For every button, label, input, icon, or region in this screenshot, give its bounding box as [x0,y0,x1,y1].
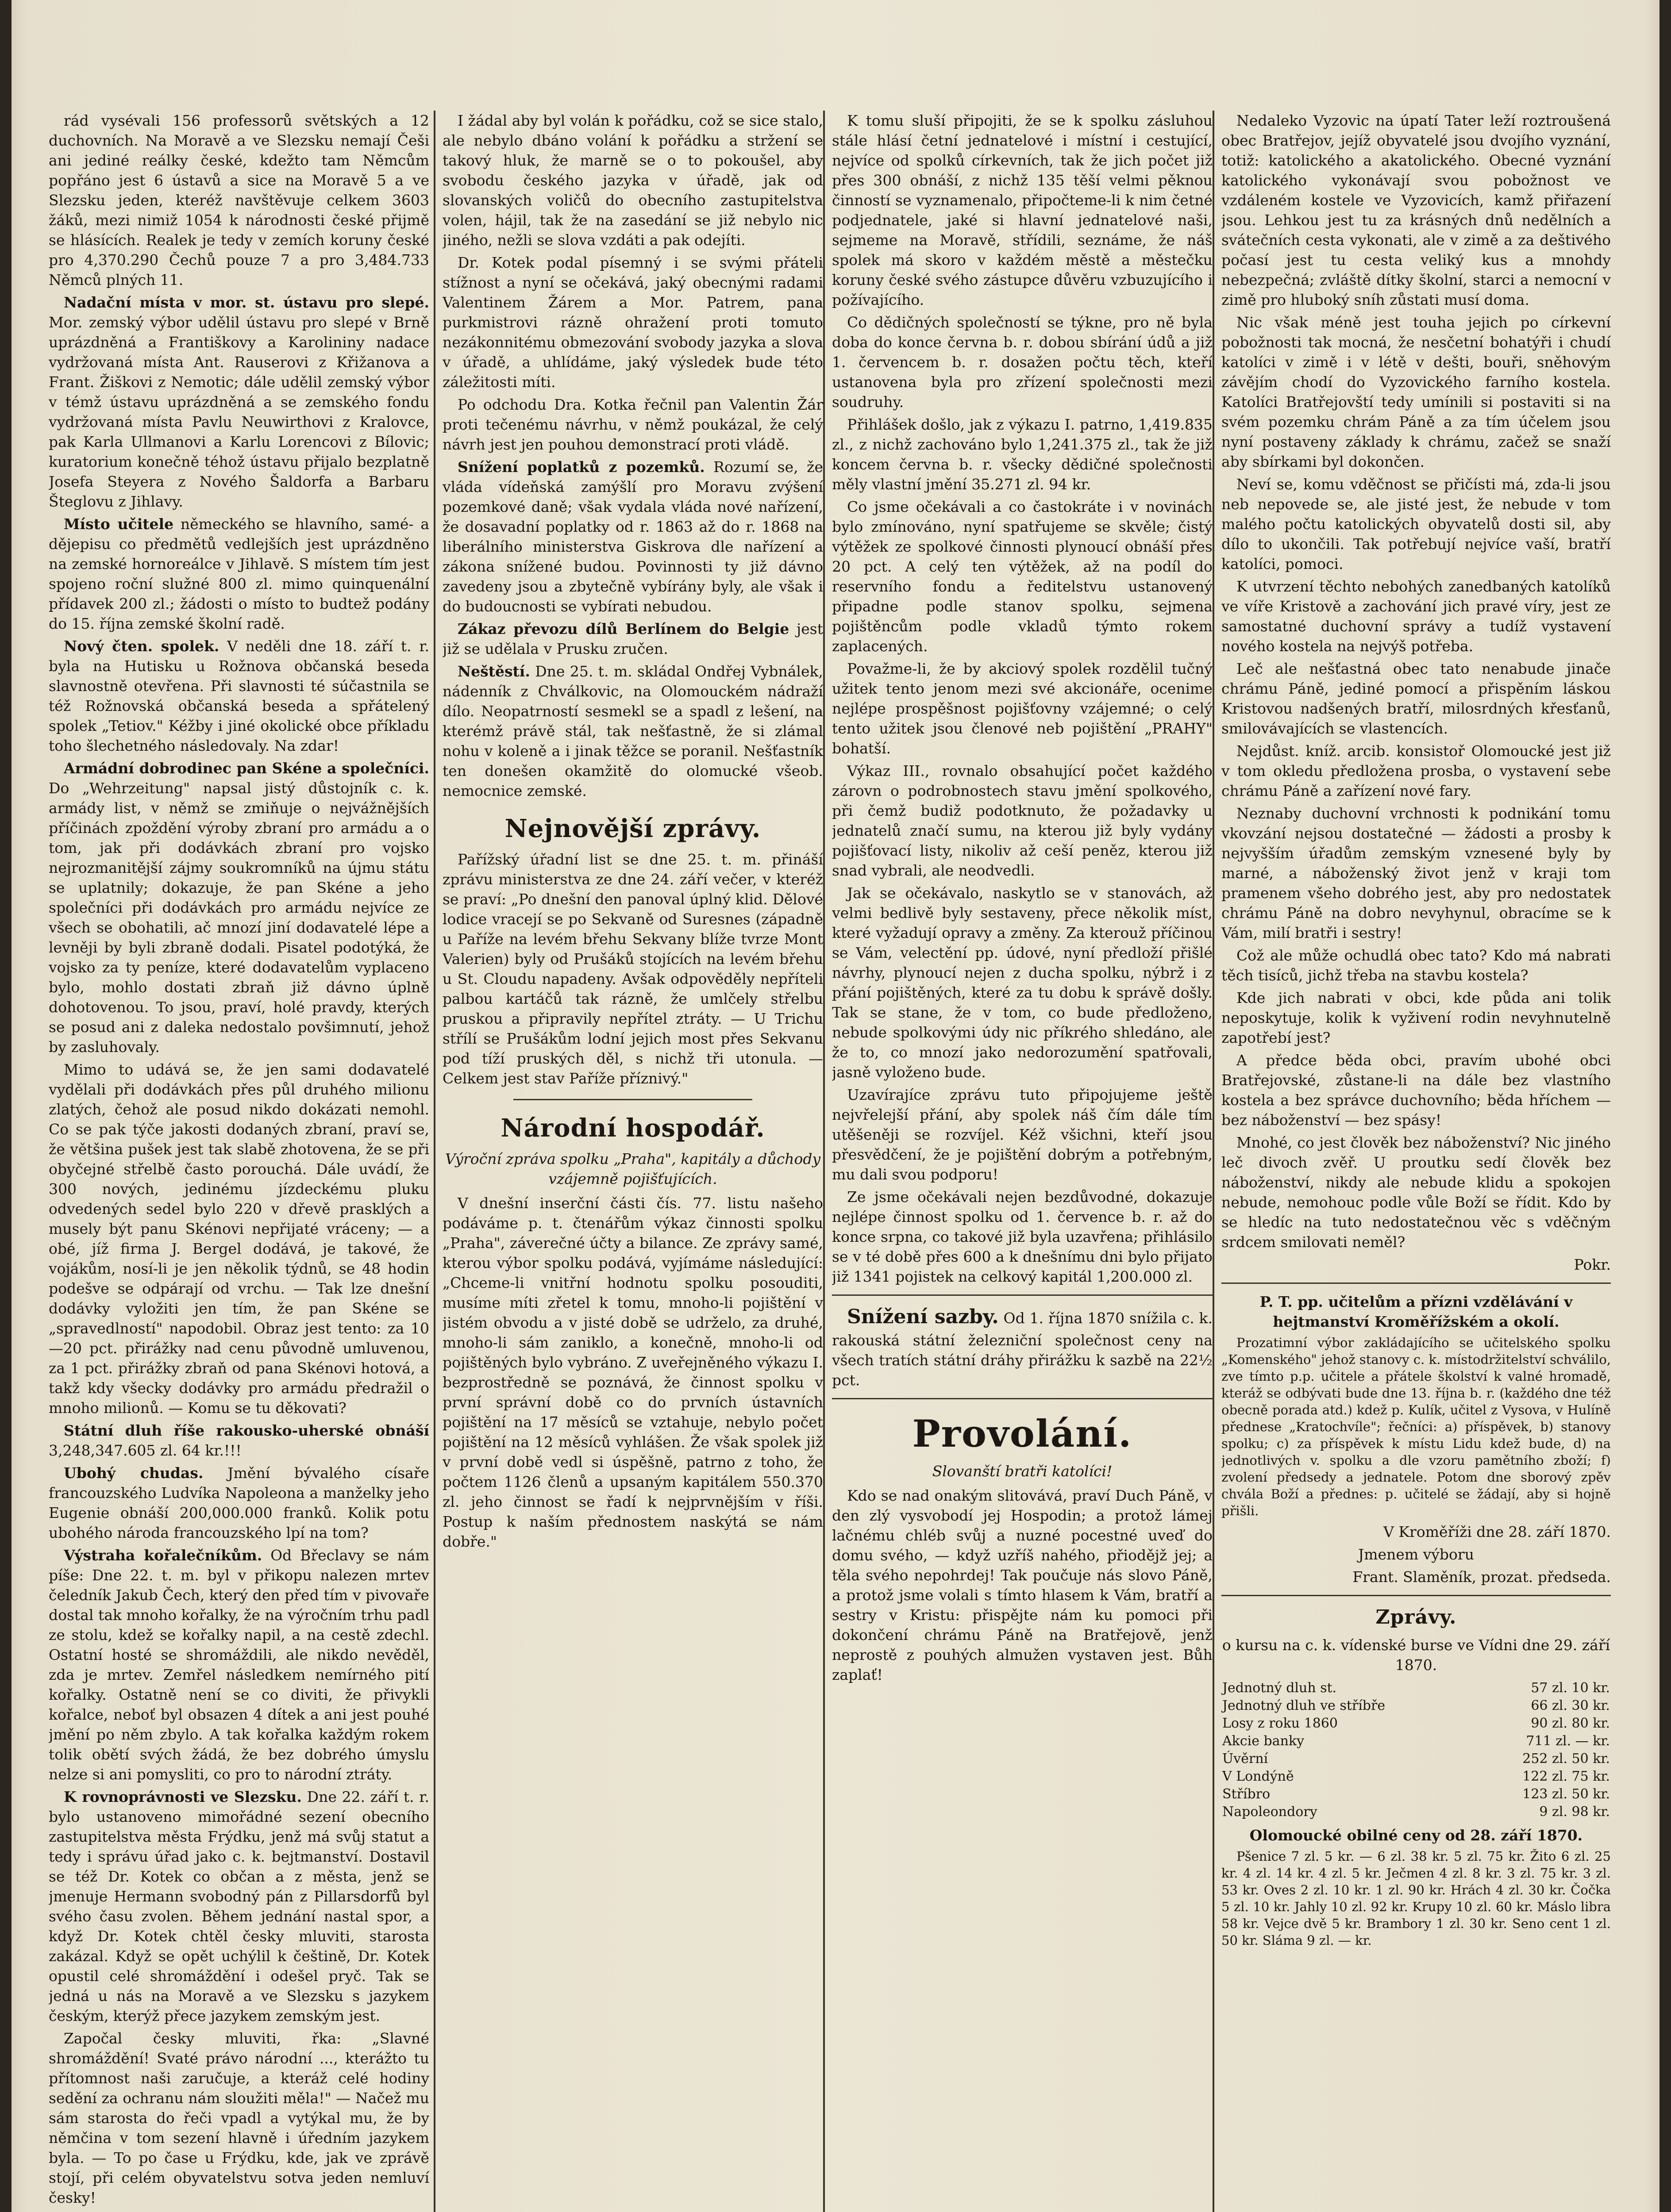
chair-line: Frant. Slaměník, prozat. předseda. [1352,1568,1611,1586]
item-text: Po odchodu Dra. Kotka řečnil pan Valentin Žár proti tečenému návrhu, v němž poukázal, že celý návrh jest jen pouhou demonstrací proti vládě. [443,396,823,453]
item-text: německého se hlavního, samé- a dějepisu co předmětů vedlejších jest uprázdněno na zemské hornoreálce v Jihlavě. S místem tím jest spojeno roční služné 800 zl. mimo quinquenální přídavek 200 zl.; žádosti o místo to budtež podány do 15. října zemské školní radě. [49,515,429,632]
divider [832,1294,1213,1296]
article-paragraph: rád vysévali 156 professorů světských a 12 duchovních. Na Moravě a ve Slezsku nemají Češi ani jediné reálky české, kdežto tam Němcům popřáno jest 6 ústavů a sice na Moravě 5 a ve Slezsku jeden, kteréž navštěvuje celkem 3603 žáků, mezi nimiž 1054 k národnosti české přijmě se hlásících. Realek je tedy v zemích koruny české pro 4,370.290 Čechů pouze 7 a pro 3,484.733 Němců plných 11. [49,112,429,288]
section-subtitle: Výroční zpráva spolku „Praha", kapitály a důchody vzájemně pojišťujících. [445,1150,821,1187]
rate-label: Stříbro [1222,1786,1271,1802]
article-paragraph: K utvrzení těchto nebohých zanedbaných katolíků ve víře Kristově a zachování jich pravé víry, jest ze samostatné duchovní správy a tudíž vystavení nového kostela na nejvýš potřeba. [1221,578,1611,655]
item-text: Do „Wehrzeitung" napsal jistý důstojník c. k. armády list, v němž se zmiňuje o nejvážnějších příčinách zpoždění výroby zbraní pro armádu a o tom, jak při dodávkách zbraní pro vojsko nejrozmanitější zájmy soukromníků na újmu státu se uplatnily; dokazuje, že pan Skéne a jeho společníci při dodávkách pro armádu nejvíce ze všech se obohatili, ač mnozí jiní dodavatelé lépe a levněji by byli zbraně dodali. Pisatel podotýká, že vojsko za ty peníze, které dodavatelům vyplaceno bylo, mohlo dostati zbraň již dávno úplně dohotovenou. To jsou, praví, holé pravdy, kterých se posud ani z daleka nedostalo povšimnutí, jehož by zasluhovaly. [49,780,429,1056]
rate-label: V Londýně [1222,1769,1294,1784]
news-item [443,111,823,250]
item-text: I žádal aby byl volán k pořádku, což se sice stalo, ale nebylo dbáno volání k pořádku a stržení se takový hluk, že marně se o to pokoušel, aby svobodu českého jazyka v úřadě, jak od slovanských voličů do obecního zastupitelstva volen, hájil, tak že na zasedání se již nebylo nic jiného, nežli se slova vzdáti a pak odejíti. [443,112,823,249]
column-4 [1221,111,1611,2212]
item-heading: Místo učitele [64,515,174,533]
column-1 [49,111,429,2212]
news-item [49,292,429,511]
item-heading: Armádní dobrodinec pan Skéne a společníci. [64,760,429,777]
notice [832,1304,1213,1390]
notice-text: Od 1. října 1870 snížila c. k. rakouská státní železniční společnost ceny na všech tratích státní dráhy přirážku k sazbě na 22½ pct. [832,1310,1213,1389]
rate-label: Losy z roku 1860 [1222,1716,1338,1731]
item-heading: Snížení poplatků z pozemků. [458,458,705,476]
article-paragraph: K tomu sluší připojiti, že se k spolku zásluhou stále hlásí četní jednatelové i místní i cestující, nejvíce od spolků církevních, tak že jich počet již přes 300 obnáší, z nichž 135 těší velmi pěknou činností se vyznamenalo, připočteme-li k nim četné podjednatele, jaké si hlavní jednatelové naši, sejmeme na Moravě, střídili, seznáme, že náš spolek má skoro v každém městě a městečku koruny české svého zástupce důvěru vzbuzujícího i požívajícího. [832,112,1213,308]
article-paragraph: Jak se očekávalo, naskytlo se v stanovách, až velmi bedlivě byly sestaveny, přece několik míst, které vyžadují opravy a změny. Za kterouž příčinou se Vám, velectění pp. údové, nyní předloží přišlé návrhy, plynoucí nejen z ducha spolku, nýbrž i z přání pojištěných, které za tu dobu k správě došly. Tak se stane, že v tom, co bude předloženo, nebude spolkovými údy nic příkrého shledáno, ale že to, co mnozí jako nedorozumění spatřovali, jasně vyloženo bude. [832,884,1213,1081]
market-prices: Pšenice 7 zl. 5 kr. — 6 zl. 38 kr. 5 zl. 75 kr. Žito 6 zl. 25 kr. 4 zl. 14 kr. 4 zl. 5 kr. Ječmen 4 zl. 8 kr. 3 zl. 75 kr. 3 zl. 53 kr. Oves 2 zl. 10 kr. 1 zl. 90 kr. Hrách 4 zl. 30 kr. Čočka 5 zl. 10 kr. Jahly 10 zl. 92 kr. Krupy 10 zl. 60 kr. Máslo libra 58 kr. Vejce dvě 5 kr. Brambory 1 zl. 30 kr. Seno cent 1 zl. 50 kr. Sláma 9 zl. — kr. [1221,1849,1611,1948]
column-rule [434,111,435,2212]
news-item [49,1060,429,1418]
item-heading: Nadační místa v mor. st. ústavu pro slepé. [64,294,429,311]
market-heading [1221,1825,1611,1845]
article-paragraph: Co jsme očekávali a co častokráte i v novinách bylo zmínováno, nyní spatřujeme se skvěle; čistý výtěžek ze spolkové činnosti plynoucí obnáší přes 20 pct. A celý ten výtěžek, až na podíl do reservního fondu a ředitelstvu ustanovený připadne podle stanov spolku, sejmena pojištěncům podle vkladů týmto rokem zaplacených. [832,498,1213,655]
rate-row [1221,1697,1611,1715]
news-item [49,758,429,1057]
section-heading-economy: Národní hospodář. [501,1114,765,1143]
divider [1221,1283,1611,1284]
rate-value: 57 zl. 10 kr. [1531,1680,1610,1696]
news-item [49,1463,429,1543]
article-paragraph: Nedaleko Vyzovic na úpatí Tater leží roztroušená obec Bratřejov, jejíž obyvatelé jsou dvojího vyznání, totiž: katolického a akatolického. Obecné vyznání katolického vykonávají svou pobožnost ve vzdáleném kostele ve Vyzovicích, kamž přiřazení jsou. Lehkou jest tu za krásných dnů nedělních a svátečních cesta vykonati, ale v zimě a za deštivého počasí jest tu cesta veliký kus a mnohdy nebezpečná; zvláště dítky školní, starci a nemocní v zimě pro hluboký sníh zůstati musí doma. [1221,112,1611,308]
item-heading: Nový čten. spolek. [64,637,219,655]
article-paragraph: Pařížský úřadní list se dne 25. t. m. přináší zprávu ministerstva ze dne 24. září večer, v kteréž se praví: „Po dnešní den panoval úplný klid. Dělové lodice vracejí se po Sekvaně od Suresnes (západně u Paříže na levém břehu Sekvany blíže tvrze Mont Valerien) byly od Prušáků stojících na levém břehu u St. Cloudu napadeny. Avšak odpověděly nepříteli palbou kartáčů tak rázně, že umlčely střelbu pruskou a připravily nepřítel ztráty. — U Trichu střílí se Prušákům lodní jejich most přes Sekvanu pod tíží pruských děl, s nichž tři utonula. — Celkem jest stav Paříže příznivý." [443,851,823,1087]
divider [832,1398,1213,1399]
article-paragraph: Kdo se nad onakým slitovává, praví Duch Páně, v den zlý vysvobodí jej Hospodin; a protož lámej lačnému chléb svůj a nuzné pocestné uveď do domu svého, — když uzříš nahého, přiodějž jej; a těla svého nepohrdej! Tak poučuje nás slovo Páně, a protož jsme volali s tímto hlasem k Vám, bratří a sestry v Kristu: přispějte nám ku pomoci při dokončení chrámu Páně na Bratřejově, jenž neprostě z pouhých almužen vystaven jest. Bůh zaplať! [832,1487,1213,1683]
rate-value: 122 zl. 75 kr. [1522,1769,1610,1784]
news-item [443,253,823,392]
article-paragraph: Což ale může ochudlá obec tato? Kdo má nabrati těch tisíců, jichž třeba na stavbu kostela? [1221,947,1611,984]
item-text: Jmění bývalého císaře francouzského Ludvíka Napoleona a manželky jeho Eugenie obnáší 200,000.000 franků. Kolik potu ubohého národa francouzského lpí na tom? [49,1464,429,1541]
rate-label: Jednotný dluh ve stříbře [1222,1698,1386,1713]
article-paragraph: Mnohé, co jest člověk bez náboženství? Nic jiného leč divoch zvěř. U proutku sedí člověk bez náboženství, nikdy ale nebude klidu a spokojen nebude, nemohouc podle vůle Boží se řídit. Kdo by se hledíc na tuto nedostatečnou věc s vděčným srdcem smilovati neměl? [1221,1134,1611,1251]
item-heading: Výstraha kořalečníkům. [64,1547,262,1564]
section-heading-news: Nejnovější zprávy. [504,814,761,843]
item-text: jest již se udělala v Prusku zručen. [443,620,823,657]
rate-row [1221,1732,1611,1750]
divider [513,1099,752,1100]
article-paragraph: Neznaby duchovní vrchnosti k podnikání tomu vkovzání nejsou dostatečné — žádosti a prosby k nejvyšším úřadům zemským vznesené byly by marné, a náboženský život jenž v kraji tom pramenem všeho dobrého jest, aby pro nedostatek chrámu Páně na dobro nevyhynul, obracíme se k Vám, milí bratři i sestry! [1221,805,1611,941]
rate-row [1221,1750,1611,1768]
rate-value: 123 zl. 50 kr. [1522,1786,1610,1802]
column-3 [832,111,1213,2212]
article-paragraph: Přihlášek došlo, jak z výkazu I. patrno, 1,419.835 zl., z nichž zachováno bylo 1,241.375 zl., tak že již koncem června b. r. všecky dědičné společnosti měly vlastní jmění 35.271 zl. 94 kr. [832,416,1213,493]
item-heading: Neštěstí. [458,663,530,680]
item-text: Dne 25. t. m. skládal Ondřej Vybnálek, nádenník z Chválkovic, na Olomouckém nádraží dílo. Neopatrností sesmekl se a spadl z lešení, na kterémž právě stál, tak nešťastně, že si zlámal nohu v koleně a i jinak těžce se poranil. Nešťastník ten donešen okamžitě do olomucké všeob. nemocnice zemské. [443,663,823,799]
item-text: Započal česky mluviti, řka: „Slavné shromáždění! Svaté právo národní ..., kterážto tu přítomnost naši zaručuje, a kteráž celé hodiny sedění za ochranu nám sloužiti měla!" — Načež mu sám starosta do řeči vpadl a vytýkal mu, že by němčina v tom sezení hlavně i úředním jazykem byla. — To po čase u Frýdku, kde, jak ve zprávě stojí, při celém obyvatelstvu sotva jeden nemluví česky! [49,2030,429,2206]
item-text: Dne 22. září t. r. bylo ustanoveno mimořádné sezení obecního zastupitelstva města Frýdku, jenž má svůj statut a tedy i správu úřad jako c. k. bejtmanství. Dostavil se též Dr. Kotek co občan a z města, jenž se jmenuje Hermann svobodný pán z Pillarsdorfů byl svého času zvolen. Během jednání nastal spor, a když Dr. Kotek chtěl česky mluviti, starosta zakázal. Když se opět uchýlil k češtině, Dr. Kotek opustil celé shromáždění i odešel pryč. Tak se jedná u nás na Moravě a ve Slezsku s jazykem českým, kterýž přece jazykem zemským jest. [49,1788,429,2024]
item-text: Rozumí se, že vláda vídeňská zamýšlí pro Moravu zvýšení pozemkové daně; však vydala vláda nové nařízení, že dosavadní poplatky od r. 1863 až do r. 1868 na liberálního ministerstva Giskrova dle nařízení a zákona snížené budou. Povinnosti ty již dávno zavedeny jsou a zbytečně vybírány byly, ale však i do budoucnosti se vybírati nebudou. [443,458,823,615]
news-item [49,1421,429,1460]
market-title: Olomoucké obilné ceny od 28. září 1870. [1249,1827,1583,1844]
article-paragraph: Ze jsme očekávali nejen bezdůvodné, dokazuje nejlépe činnost spolku od 1. července b. r. až do konce srpna, co takové již byla uzavřena; přihlásilo se v té době přes 600 a k dnešnímu dni bylo přijato již 1341 pojistek na celkový kapitál 1,200.000 zl. [832,1188,1213,1285]
signature: Pokr. [1574,1256,1611,1273]
rate-label: Úvěrní [1222,1751,1268,1767]
news-item [49,636,429,756]
article-paragraph: Považme-li, že by akciový spolek rozdělil tučný užitek tento jenom mezi své akcionáře, ocenime nejlépe prospěšnost pojišťovny vzájemné; o celý tento užitek jsou členové neb pojištění „PRAHY" bohatší. [832,660,1213,757]
rate-label: Jednotný dluh st. [1222,1680,1337,1696]
rate-row [1221,1768,1611,1786]
news-item [49,1787,429,2026]
rate-value: 90 zl. 80 kr. [1531,1716,1610,1731]
article-paragraph: Výkaz III., rovnalo obsahující počet každého zárovn o podrobnostech stavu jmění spolkového, při čemž budiž podotknuto, že požadavky u jednatelů značí sumu, na kterou již byly vydány pojišťovací listy, nikoliv až ceší peněz, kterou již snad vybrali, ale neodvedli. [832,762,1213,879]
item-text: Od Břeclavy se nám píše: Dne 22. t. m. byl v přikopu nalezen mrtev čeledník Jakub Čech, který den před tím v pivovaře dostal tak mnoho kořalky, že na výročním trhu padl ze stolu, kdež se kořalky napil, a na cestě zdechl. Ostatní hosté se shromáždili, ale nikdo nevěděl, zda je mrtev. Zemřel následkem nemírného pití kořalky. Ostatně není se co diviti, že přivykli kořalce, neboť byl obsazen 4 dítek a ani jest pouhé jmění po něm zbylo. A tak kořalka každým rokem tolik obětí svých žádá, že bez dobrého úmyslu nelze si ani pomysliti, co pro to národní ztráty. [49,1547,429,1783]
scan-edge-right [1659,0,1671,2212]
item-heading: Zákaz převozu dílů Berlínem do Belgie [458,620,789,637]
article-paragraph: Uzavírajíce zprávu tuto připojujeme ještě nejvřelejší přání, aby spolek náš čím dále tím utěšeněji se rozvíjel. Kéž všichni, kteří jsou přesvědčení, že je pojištění dobrým a potřebným, mu dali svou podporu! [832,1086,1213,1183]
section-subtitle: Slovanští bratři katolíci! [932,1463,1113,1480]
rate-value: 9 zl. 98 kr. [1539,1804,1610,1820]
column-2 [443,111,823,2212]
news-item [443,457,823,616]
item-text: Dr. Kotek podal písemný i se svými přáteli stížnost a nyní se očekává, jaký obecnými radami Valentinem Žárem a Mor. Patrem, pana purkmistrovi rázně ohražení proti tomuto nezákonnitému obmezování svobody jazyka a slova v úřadě, a uhlídáme, jaký výsledek bude této záležitosti míti. [443,254,823,391]
column-rule [1213,111,1214,2212]
news-item [49,1545,429,1784]
item-heading: K rovnoprávnosti ve Slezsku. [64,1788,302,1805]
rates-heading: Zprávy. [1375,1606,1457,1628]
rate-row [1221,1803,1611,1821]
news-item [49,514,429,634]
announcement-heading [1221,1292,1611,1332]
scan-edge-left [0,0,12,2212]
news-item [443,661,823,801]
item-heading: Státní dluh říše rakousko-uherské obnáší [64,1422,429,1439]
item-heading: Ubohý chudas. [64,1464,204,1482]
article-paragraph: Nejdůst. kníž. arcib. konsistoř Olomoucké jest již v tom okledu předložena prosba, o vystavení sebe chrámu Páně a zařízení nové fary. [1221,742,1611,799]
rate-value: 66 zl. 30 kr. [1531,1698,1610,1713]
rate-value: 711 zl. — kr. [1526,1733,1610,1749]
article-paragraph: Co dědičných společností se týkne, pro ně byla doba do konce června b. r. dobou sbírání údů a již 1. červencem b. r. dosažen počtu těch, kteří ustanovena byla pro zřízení společnosti mezi soudruhy. [832,314,1213,411]
article-paragraph: Leč ale nešťastná obec tato nenabude jinače chrámu Páně, jediné pomocí a přispěním láskou Kristovou nadšených bratří, milosrdných křesťanů, smilovávajících se vlastencích. [1221,660,1611,737]
announcement-text: Prozatimní výbor zakládajícího se učitelského spolku „Komenského" jehož stanovy c. k. místodržitelství schválilo, zve tímto p.p. učitele a přátele školství k valné hromadě, kteráž se odbývati bude dne 13. října b. r. (každého dne též obecně porada atd.) kdež p. Kulík, učitel z Vysova, v Hulíně přednese „Kratochvíle"; řečníci: a) příspěvek, b) stanovy spolku; c) za příspěvek k místu Lidu kdež bude, d) na jednotlivých v. spolku a dle vzoru pamětního zboží; f) zvolení předsedy a jednatele. Potom dne sborový zpěv chvála Boží a přednes: p. učitelé se žádají, aby si hojně přišli. [1221,1335,1611,1518]
article-paragraph: V dnešní inserční části čís. 77. listu našeho podáváme p. t. čtenářům výkaz činnosti spolku „Praha", záverečné účty a bilance. Ze zprávy samé, kterou výbor spolku podává, vyjímáme následující: „Chceme-li vnitřní hodnotu spolku posouditi, musíme míti zřetel k tomu, mnoho-li pojištění v jistém obvodu a v jisté době se udrželo, za druhé, mnoho-li sám zaniklo, a konečně, mnoho-li od pojištěných bylo vybráno. Z uveřejněného výkazu I. bezprostředně se poznává, že činnost spolku v první správní době co do prvních ústavních pojištění na 17 měsíců se vztahuje, nebylo počet pojištění na 12 měsíců vyhlášen. Že však spolek již v první době vedl si úspěšně, patrno z toho, že počtem 1126 členů a upsaným kapitálem 550.370 zl. jeho činnost se řadí k nejprvnějším v říši. Postup k naším přednostem naskýtá se nám dobře." [443,1194,823,1550]
rate-label: Napoleondory [1222,1804,1317,1820]
divider [1221,1595,1611,1596]
announcement-title: P. T. pp. učitelům a přízni vzdělávání v hejtmanství Kroměřížském a okolí. [1259,1293,1573,1330]
article-paragraph: Neví se, komu vděčnost se přičísti má, zda-li jsou neb nepovede se, ale jisté jest, že nebude v tom malého počtu katolických obyvatelů dosti sil, aby dílo to ukončili. Tak potřebují nejvíce vaší, bratří katolíci, pomoci. [1221,476,1611,572]
rate-label: Akcie banky [1222,1733,1305,1749]
rate-row [1221,1715,1611,1732]
committee-line: Jmenem výboru [1358,1546,1474,1563]
news-item [443,619,823,659]
news-item [49,2028,429,2208]
article-paragraph: Nic však méně jest touha jejich po církevní pobožnosti tak mocná, že nesčetní bohatýři i chudí katolíci v zimě i v létě v dešti, bouři, sněhovým závějím chodí do Vyzovického farního kostela. Katolíci Bratřejovští tedy umínili si postaviti si na svém pozemku chrám Páně a za tím účelem jsou nyní postaveny základy k chrámu, začež se snaží aby sbírkami byl dokončen. [1221,314,1611,470]
rates-subtitle: o kursu na c. k. vídenské burse ve Vídni dne 29. září 1870. [1222,1636,1610,1674]
announcement-date: V Kroměříži dne 28. září 1870. [1383,1523,1611,1540]
article-paragraph: A předce běda obci, pravím ubohé obci Bratřejovské, zůstane-li na dále bez vlastního kostela a bez správce duchovního; běda hříchem — bez náboženství — bez spásy! [1221,1052,1611,1129]
news-item [443,395,823,454]
item-text: Mor. zemský výbor udělil ústavu pro slepé v Brně uprázdněná a Františkovy a Karolininy nadace vydržovaná místa Ant. Rauserovi z Křižanova a Frant. Žiškovi z Nemotic; dále udělil zemský výbor v témž ústavu uprázdněná a se zemského fondu vydržovaná místa Pavlu Neuwirthovi z Kralovce, pak Karla Ullmanovi a Karlu Lorencovi z Bílovic; kuratorium konečně téhož ústavu přijalo bezplatně Josefa Steyera z Nového Šaldorfa a Barbaru Šteglovu z Jihlavy. [49,314,429,510]
item-text: 3,248,347.605 zl. 64 kr.!!! [49,1442,242,1459]
rate-row [1221,1679,1611,1697]
section-heading-appeal: Provolání. [912,1412,1132,1455]
notice-heading: Snížení sazby. [847,1306,999,1328]
column-rule [823,111,825,2212]
exchange-rates-table [1221,1679,1611,1821]
rate-row [1221,1786,1611,1803]
rate-value: 252 zl. 50 kr. [1522,1751,1610,1767]
item-text: Mimo to udává se, že jen sami dodavatelé vydělali při dodávkách přes půl druhého milionu zlatých, čehož ale posud nikdo dokázati nemohl. Co se pak týče jakosti dodaných zbraní, praví se, že většina pušek jest tak slabě zhotovena, že se při obyčejné střelbě často porouchá. Dále uvádí, že 300 nových, jedinému jízdeckému pluku odvedených sedel bylo 220 v dřevě prasklých a musely být panu Skénovi nepřijaté vráceny; — a obé, jíž firma J. Bergel dodává, je takové, že vojákům, nosí-li je jen několik týdnů, se 48 hodin podešve se odpárají od vrchu. — Tak lze dnešní dodávky vyložiti jen tím, že pan Skéne se „spravedlností" napodobil. Obraz jest tento: za 10—20 pct. přirážky nad cenu původně umluvenou, za 1 pct. přirážky zbraň od pana Skénovi hotová, a takž kdy všecky dodávky pro armádu předražil o mnoho milionů. — Komu se tu děkovati? [49,1061,429,1417]
article-paragraph: Kde jich nabrati v obci, kde půda ani tolik neposkytuje, kolik k vyživení rodin nevyhnutelně zapotřebí jest? [1221,989,1611,1046]
item-text: V neděli dne 18. září t. r. byla na Hutisku u Rožnova občanská beseda slavnostně otevřena. Při slavnosti té súčastnila se též Rožnovská občanská beseda a spřátelený spolek „Tetiov." Kéžby i jiné okolické obce příkladu toho šlechetného následovaly. Na zdar! [49,637,429,754]
